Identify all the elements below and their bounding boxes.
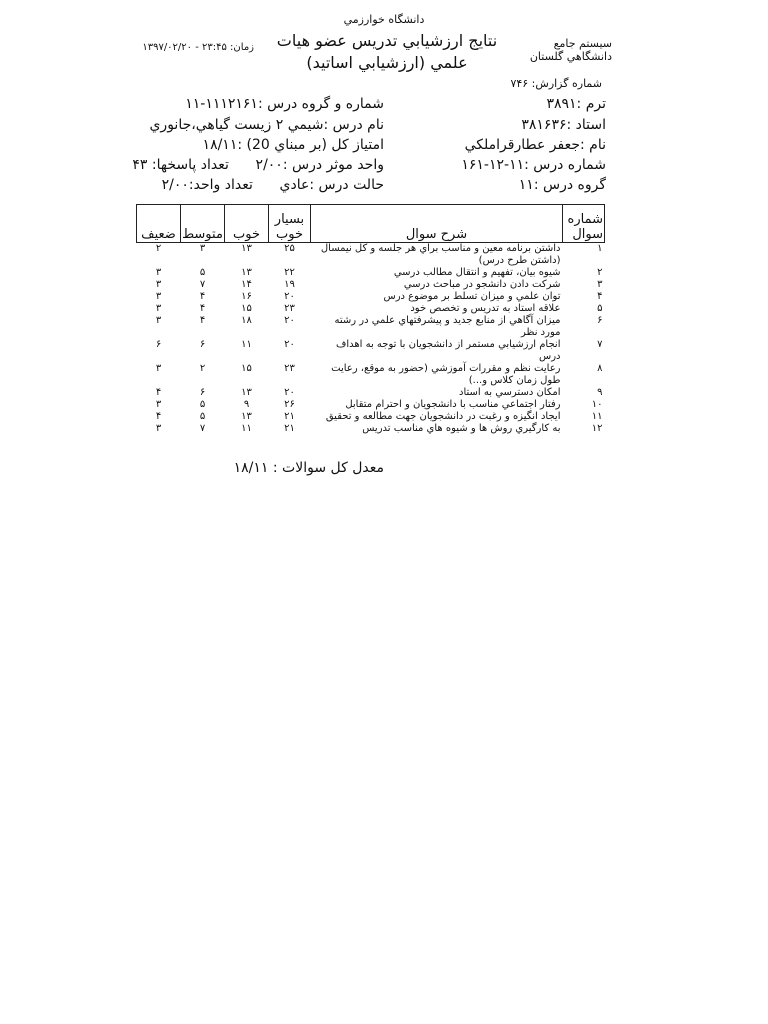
credits-responses-info: واحد موثر درس :۲/۰۰ تعداد پاسخها: ۴۳ <box>132 157 384 173</box>
row-average: ۴ <box>199 315 206 326</box>
row-weak: ۴ <box>155 411 162 422</box>
row-weak: ۳ <box>155 363 162 374</box>
row-description: داشتن برنامه معين و مناسب براي هر جلسه و كل نيمسال (داشتن طرح درس) <box>320 243 561 266</box>
row-average: ۷ <box>199 423 206 434</box>
table-row <box>137 279 605 291</box>
row-very-good: ۲۱ <box>284 411 295 422</box>
row-weak: ۲ <box>155 243 162 254</box>
university-name: دانشگاه خوارزمي <box>343 13 425 26</box>
row-description: رعايت نظم و مقررات آموزشي (حضور به موقع، رعايت طول زمان كلاس و...) <box>331 363 561 386</box>
term-info: ترم :۳۸۹۱ <box>546 96 606 112</box>
report-time: زمان: ۲۳:۴۵ - ۱۳۹۷/۰۲/۲۰ <box>142 42 254 53</box>
row-average: ۴ <box>199 291 206 302</box>
row-good: ۱۳ <box>241 267 252 278</box>
row-number: ۲ <box>597 267 603 278</box>
row-very-good: ۲۰ <box>284 387 295 398</box>
row-number: ۱۲ <box>591 423 603 434</box>
header-good: خوب <box>225 205 269 243</box>
row-weak: ۳ <box>155 267 162 278</box>
header-description: شرح سوال <box>311 205 563 243</box>
table-row <box>137 339 605 363</box>
row-description: علاقه استاد به تدريس و تخصص خود <box>410 303 561 314</box>
row-good: ۱۴ <box>241 279 252 290</box>
row-average: ۵ <box>199 411 206 422</box>
table-row <box>137 315 605 339</box>
header-weak: ضعيف <box>137 205 181 243</box>
row-very-good: ۲۰ <box>284 291 295 302</box>
table-row <box>137 411 605 423</box>
row-good: ۱۱ <box>241 423 252 434</box>
table-row <box>137 423 605 435</box>
table-row <box>137 399 605 411</box>
header-average: متوسط <box>181 205 225 243</box>
row-average: ۶ <box>199 387 206 398</box>
table-row <box>137 387 605 399</box>
row-average: ۴ <box>199 303 206 314</box>
row-average: ۵ <box>199 267 206 278</box>
row-average: ۵ <box>199 399 206 410</box>
row-number: ۴ <box>597 291 603 302</box>
row-description: رفتار اجتماعي مناسب با دانشجويان و احترام متقابل <box>345 399 561 410</box>
row-weak: ۳ <box>155 399 162 410</box>
row-weak: ۳ <box>155 291 162 302</box>
row-good: ۹ <box>243 399 250 410</box>
row-number: ۶ <box>597 315 603 326</box>
row-weak: ۳ <box>155 303 162 314</box>
evaluation-table <box>136 204 605 435</box>
report-number: شماره گزارش: ۷۴۶ <box>510 77 602 90</box>
course-number-info: شماره درس :۱۱-۱۲-۱۶۱ <box>461 157 606 173</box>
row-good: ۱۸ <box>241 315 252 326</box>
row-very-good: ۲۶ <box>284 399 295 410</box>
row-description: امكان دسترسي به استاد <box>459 387 561 398</box>
row-description: انجام ارزشيابي مستمر از دانشجويان با توجه به اهداف درس <box>335 339 561 362</box>
row-very-good: ۱۹ <box>284 279 295 290</box>
system-name: سيستم جامع دانشگاهي گلستان <box>529 37 612 63</box>
header-number: شماره سوال <box>563 205 605 243</box>
table-row <box>137 363 605 387</box>
row-good: ۱۵ <box>241 303 252 314</box>
table-row <box>137 303 605 315</box>
row-very-good: ۲۳ <box>284 303 295 314</box>
table-header-row <box>137 205 605 243</box>
row-weak: ۶ <box>155 339 162 350</box>
row-description: ايجاد انگيزه و رغبت در دانشجويان جهت مطالعه و تحقيق <box>325 411 561 422</box>
row-description: شيوه بيان، تفهيم و انتقال مطالب درسي <box>393 267 561 278</box>
row-number: ۱ <box>597 243 603 254</box>
row-weak: ۳ <box>155 315 162 326</box>
row-average: ۷ <box>199 279 206 290</box>
row-good: ۱۱ <box>241 339 252 350</box>
row-number: ۱۱ <box>591 411 603 422</box>
row-weak: ۳ <box>155 423 162 434</box>
report-title: نتايج ارزشيابي تدريس عضو هيات علمي (ارزشيابي اساتيد) <box>276 31 498 72</box>
row-very-good: ۲۰ <box>284 339 295 350</box>
teacher-info: استاد :۳۸۱۶۳۶ <box>521 117 606 133</box>
row-very-good: ۲۲ <box>284 267 295 278</box>
course-group-info: گروه درس :۱۱ <box>518 177 606 193</box>
row-number: ۳ <box>597 279 603 290</box>
row-good: ۱۳ <box>241 243 252 254</box>
row-very-good: ۲۳ <box>284 363 295 374</box>
row-good: ۱۵ <box>241 363 252 374</box>
course-name-info: نام درس :شيمي ۲ زيست گياهي،جانوري <box>149 117 384 133</box>
status-units-info: حالت درس :عادي تعداد واحد:۲/۰۰ <box>161 177 384 193</box>
table-row <box>137 267 605 279</box>
total-score-info: امتياز كل (بر مبناي 20) :۱۸/۱۱ <box>202 137 384 153</box>
row-very-good: ۲۰ <box>284 315 295 326</box>
row-weak: ۴ <box>155 387 162 398</box>
row-average: ۶ <box>199 339 206 350</box>
row-number: ۵ <box>597 303 603 314</box>
name-info: نام :جعفر عطارقراملكي <box>464 137 606 153</box>
table-row <box>137 291 605 303</box>
row-very-good: ۲۱ <box>284 423 295 434</box>
row-number: ۸ <box>597 363 603 374</box>
row-good: ۱۳ <box>241 387 252 398</box>
row-description: شركت دادن دانشجو در مباحث درسي <box>403 279 561 290</box>
row-average: ۳ <box>199 243 206 254</box>
row-number: ۹ <box>597 387 603 398</box>
table-row <box>137 243 605 268</box>
row-weak: ۳ <box>155 279 162 290</box>
row-very-good: ۲۵ <box>284 243 295 254</box>
row-number: ۱۰ <box>591 399 603 410</box>
course-code-info: شماره و گروه درس :۱۱۱۲۱۶۱-۱۱ <box>185 96 384 112</box>
row-good: ۱۳ <box>241 411 252 422</box>
row-description: به كارگيري روش ها و شيوه هاي مناسب تدريس <box>362 423 561 434</box>
row-description: ميزان آگاهي از منابع جديد و پيشرفتهاي علمي در رشته مورد نظر <box>334 315 561 338</box>
header-very-good: بسيار خوب <box>269 205 311 243</box>
overall-average: معدل كل سوالات : ۱۸/۱۱ <box>233 460 384 476</box>
row-average: ۲ <box>199 363 206 374</box>
row-number: ۷ <box>597 339 603 350</box>
row-description: توان علمي و ميزان تسلط بر موضوع درس <box>383 291 561 302</box>
row-good: ۱۶ <box>241 291 252 302</box>
